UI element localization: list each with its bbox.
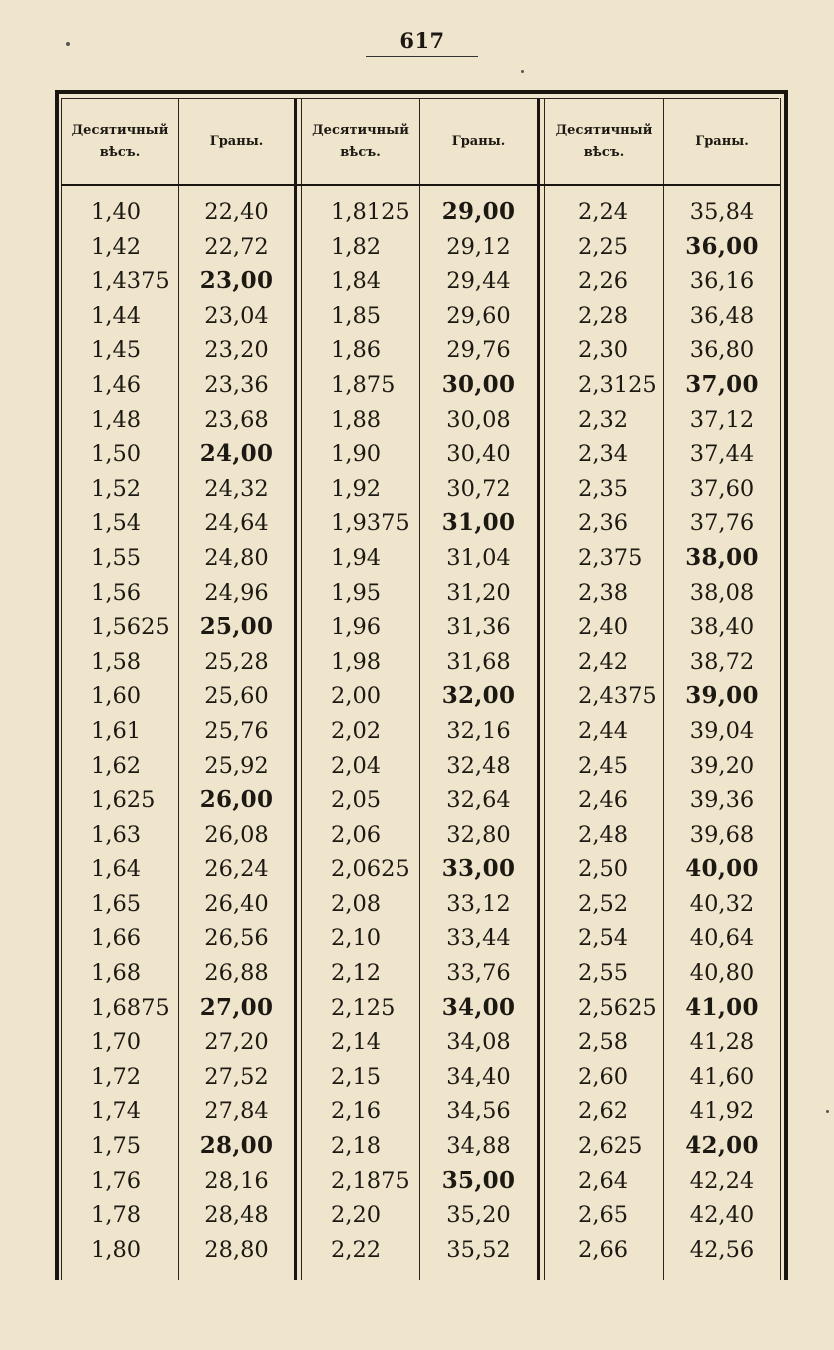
grains-cell: 23,20 [204,337,269,364]
grains-cell: 34,40 [446,1063,511,1090]
header-grains [420,99,537,184]
grains-cell: 22,40 [204,199,269,225]
paper-speck [826,1110,829,1113]
weight-column-2 [331,195,419,1267]
weight-cell: 2,64 [578,1167,629,1194]
grains-cell: 26,24 [204,856,269,883]
grains-cell: 33,00 [441,855,516,883]
weight-cell: 1,74 [91,1098,142,1125]
grains-cell: 36,00 [685,232,759,260]
grains-cell: 26,56 [204,925,269,952]
grains-cell: 31,20 [446,579,511,606]
weight-cell: 1,40 [91,199,142,225]
weight-cell: 1,4375 [91,268,170,295]
weight-cell: 1,76 [91,1167,142,1194]
grains-cell: 25,60 [204,683,269,710]
weight-cell: 2,50 [578,856,629,883]
grains-cell: 39,00 [685,682,759,710]
grains-cell: 37,76 [689,510,755,537]
table-inner-right-rule [780,98,781,1280]
weight-cell: 2,32 [578,406,629,433]
grains-cell: 41,60 [689,1063,755,1090]
weight-cell: 1,82 [331,233,382,260]
grains-cell: 30,08 [446,406,511,433]
weight-cell: 1,75 [91,1133,142,1160]
grains-cell: 39,36 [689,787,755,814]
weight-cell: 2,45 [578,752,629,779]
grains-cell: 35,20 [446,1202,511,1229]
weight-cell: 2,20 [331,1202,382,1229]
grains-cell: 41,92 [689,1098,755,1125]
weight-cell: 2,125 [331,994,396,1021]
page-number: 617 [399,28,445,53]
weight-cell: 1,9375 [331,510,410,537]
weight-cell: 2,4375 [578,683,657,710]
grains-column-2 [420,195,537,1267]
weight-cell: 2,06 [331,821,382,848]
grains-cell: 32,16 [446,717,511,744]
grains-cell: 37,44 [689,441,755,468]
weight-cell: 2,38 [578,579,629,606]
grains-cell: 25,00 [199,613,274,641]
weight-cell: 2,42 [578,648,629,675]
grains-cell: 30,72 [446,475,511,502]
weight-cell: 1,625 [91,787,156,814]
weight-cell: 1,66 [91,925,142,952]
grains-cell: 31,36 [446,614,511,641]
weight-cell: 2,22 [331,1236,382,1263]
weight-cell: 2,60 [578,1063,629,1090]
grains-cell: 27,52 [204,1063,269,1090]
weight-cell: 2,05 [331,787,382,814]
grains-cell: 42,56 [689,1236,755,1263]
grains-cell: 28,80 [204,1236,269,1263]
weight-cell: 2,3125 [578,371,657,398]
group-divider-inner [544,99,545,1280]
weight-cell: 1,8125 [331,199,410,225]
grains-cell: 28,48 [204,1202,269,1229]
grains-cell: 30,40 [446,441,511,468]
grains-cell: 36,16 [689,268,755,295]
weight-cell: 2,16 [331,1098,382,1125]
weight-cell: 1,85 [331,302,382,329]
weight-column-3 [578,195,663,1267]
grains-cell: 26,08 [204,821,269,848]
weight-cell: 1,64 [91,856,142,883]
grains-cell: 35,52 [446,1236,511,1263]
weight-cell: 1,54 [91,510,142,537]
grains-cell: 35,00 [441,1166,516,1194]
grains-cell: 40,80 [689,960,755,987]
weight-cell: 1,46 [91,371,142,398]
weight-cell: 2,40 [578,614,629,641]
header-grains [664,99,780,184]
grains-cell: 35,84 [689,199,755,225]
header-weight-line1: Десятичный [71,122,169,138]
header-rule [61,184,780,186]
grains-cell: 24,32 [204,475,269,502]
weight-cell: 2,34 [578,441,629,468]
grains-cell: 34,08 [446,1029,511,1056]
weight-cell: 1,61 [91,717,142,744]
weight-cell: 2,18 [331,1133,382,1160]
grains-cell: 34,00 [441,993,516,1021]
weight-cell: 1,86 [331,337,382,364]
weight-cell: 2,12 [331,960,382,987]
grains-cell: 33,44 [446,925,511,952]
weight-cell: 1,88 [331,406,382,433]
grains-cell: 28,16 [204,1167,269,1194]
grains-cell: 34,56 [446,1098,511,1125]
grains-cell: 25,28 [204,648,269,675]
weight-cell: 1,50 [91,441,142,468]
grains-cell: 27,84 [204,1098,269,1125]
header-weight-line1: Десятичный [555,122,653,138]
header-weight-line1: Десятичный [312,122,409,138]
grains-cell: 32,48 [446,752,511,779]
paper-speck [521,70,524,73]
grains-cell: 27,00 [199,993,274,1021]
grains-cell: 29,12 [446,233,511,260]
group-divider-inner [301,99,302,1280]
weight-cell: 1,45 [91,337,142,364]
grains-cell: 37,60 [689,475,755,502]
grains-cell: 36,48 [689,302,755,329]
weight-cell: 2,54 [578,925,629,952]
weight-cell: 2,1875 [331,1167,410,1194]
weight-cell: 1,94 [331,544,382,571]
grains-cell: 34,88 [446,1133,511,1160]
grains-cell: 33,12 [446,890,511,917]
weight-cell: 1,95 [331,579,382,606]
grains-cell: 41,00 [685,993,759,1021]
grains-cell: 24,80 [204,544,269,571]
grains-cell: 38,72 [689,648,755,675]
grains-cell: 32,80 [446,821,511,848]
weight-cell: 2,00 [331,683,382,710]
weight-cell: 1,62 [91,752,142,779]
weight-cell: 2,10 [331,925,382,952]
weight-cell: 2,625 [578,1133,643,1160]
weight-cell: 1,875 [331,371,396,398]
weight-cell: 1,48 [91,406,142,433]
grains-cell: 24,96 [204,579,269,606]
weight-cell: 2,46 [578,787,629,814]
grains-cell: 39,20 [689,752,755,779]
grains-cell: 31,68 [446,648,511,675]
header-weight-line2: вѣсъ. [99,144,141,160]
weight-cell: 2,08 [331,890,382,917]
weight-cell: 1,96 [331,614,382,641]
weight-cell: 1,72 [91,1063,142,1090]
weight-cell: 1,58 [91,648,142,675]
weight-cell: 2,04 [331,752,382,779]
weight-cell: 2,28 [578,302,629,329]
header-grains-label: Граны. [451,133,506,149]
weight-cell: 1,84 [331,268,382,295]
weight-column-1 [91,195,177,1267]
grains-cell: 38,08 [689,579,755,606]
header-decimal-weight [62,99,178,184]
weight-cell: 1,70 [91,1029,142,1056]
weight-cell: 1,92 [331,475,382,502]
weight-cell: 2,5625 [578,994,657,1021]
grains-cell: 39,04 [689,717,755,744]
weight-cell: 2,62 [578,1098,629,1125]
weight-cell: 2,55 [578,960,629,987]
grains-cell: 29,44 [446,268,511,295]
group-divider [537,99,540,1280]
grains-cell: 42,24 [689,1167,755,1194]
grains-cell: 36,80 [689,337,755,364]
weight-cell: 2,48 [578,821,629,848]
weight-cell: 2,44 [578,717,629,744]
grains-column-3 [664,195,780,1267]
grains-cell: 40,00 [685,855,759,883]
paper-speck [66,42,70,46]
grains-cell: 30,00 [441,370,516,398]
grains-cell: 38,40 [689,614,755,641]
grains-cell: 42,40 [689,1202,755,1229]
grains-cell: 25,92 [204,752,269,779]
weight-cell: 2,52 [578,890,629,917]
grains-cell: 29,60 [446,302,511,329]
grains-cell: 37,12 [689,406,755,433]
grains-cell: 39,68 [689,821,755,848]
grains-cell: 25,76 [204,717,269,744]
grains-cell: 42,00 [685,1132,759,1160]
weight-cell: 1,63 [91,821,142,848]
grains-cell: 26,40 [204,890,269,917]
header-grains-label: Граны. [695,133,749,149]
grains-cell: 37,00 [685,370,759,398]
grains-cell: 32,00 [441,682,516,710]
weight-cell: 1,65 [91,890,142,917]
grains-cell: 23,04 [204,302,269,329]
weight-cell: 1,80 [91,1236,142,1263]
weight-cell: 1,78 [91,1202,142,1229]
grains-cell: 29,00 [441,198,516,225]
grains-cell: 27,20 [204,1029,269,1056]
grains-cell: 28,00 [199,1132,274,1160]
grains-column-1 [179,195,294,1267]
grains-cell: 31,00 [441,509,516,537]
weight-cell: 2,65 [578,1202,629,1229]
table-inner-left-rule [61,98,62,1280]
weight-cell: 2,26 [578,268,629,295]
weight-cell: 2,14 [331,1029,382,1056]
header-grains-label: Граны. [209,133,264,149]
weight-cell: 2,66 [578,1236,629,1263]
weight-cell: 1,56 [91,579,142,606]
weight-cell: 1,42 [91,233,142,260]
grains-cell: 24,64 [204,510,269,537]
weight-cell: 2,15 [331,1063,382,1090]
grains-cell: 24,00 [199,440,274,468]
weight-cell: 2,0625 [331,856,410,883]
grains-cell: 22,72 [204,233,269,260]
page-number-rule [366,56,478,57]
grains-cell: 26,00 [199,786,274,814]
grains-cell: 23,68 [204,406,269,433]
weight-cell: 2,24 [578,199,629,225]
weight-cell: 1,60 [91,683,142,710]
header-weight-line2: вѣсъ. [583,144,625,160]
weight-cell: 1,5625 [91,614,170,641]
weight-cell: 1,68 [91,960,142,987]
grains-cell: 31,04 [446,544,511,571]
grains-cell: 33,76 [446,960,511,987]
weight-cell: 2,30 [578,337,629,364]
grains-cell: 41,28 [689,1029,755,1056]
weight-cell: 2,02 [331,717,382,744]
header-weight-line2: вѣсъ. [340,144,381,160]
weight-cell: 2,25 [578,233,629,260]
weight-cell: 1,90 [331,441,382,468]
grains-cell: 40,32 [689,890,755,917]
grains-cell: 32,64 [446,787,511,814]
group-divider [294,99,297,1280]
header-decimal-weight [302,99,419,184]
grains-cell: 26,88 [204,960,269,987]
header-decimal-weight [545,99,663,184]
weight-cell: 1,6875 [91,994,170,1021]
grains-cell: 40,64 [689,925,755,952]
grains-cell: 23,00 [199,267,274,295]
grains-cell: 38,00 [685,543,759,571]
weight-cell: 1,98 [331,648,382,675]
weight-cell: 2,375 [578,544,643,571]
weight-cell: 2,35 [578,475,629,502]
grains-cell: 23,36 [204,371,269,398]
grains-cell: 29,76 [446,337,511,364]
weight-cell: 2,58 [578,1029,629,1056]
weight-cell: 1,44 [91,302,142,329]
weight-cell: 1,52 [91,475,142,502]
weight-cell: 1,55 [91,544,142,571]
header-grains [179,99,294,184]
weight-cell: 2,36 [578,510,629,537]
